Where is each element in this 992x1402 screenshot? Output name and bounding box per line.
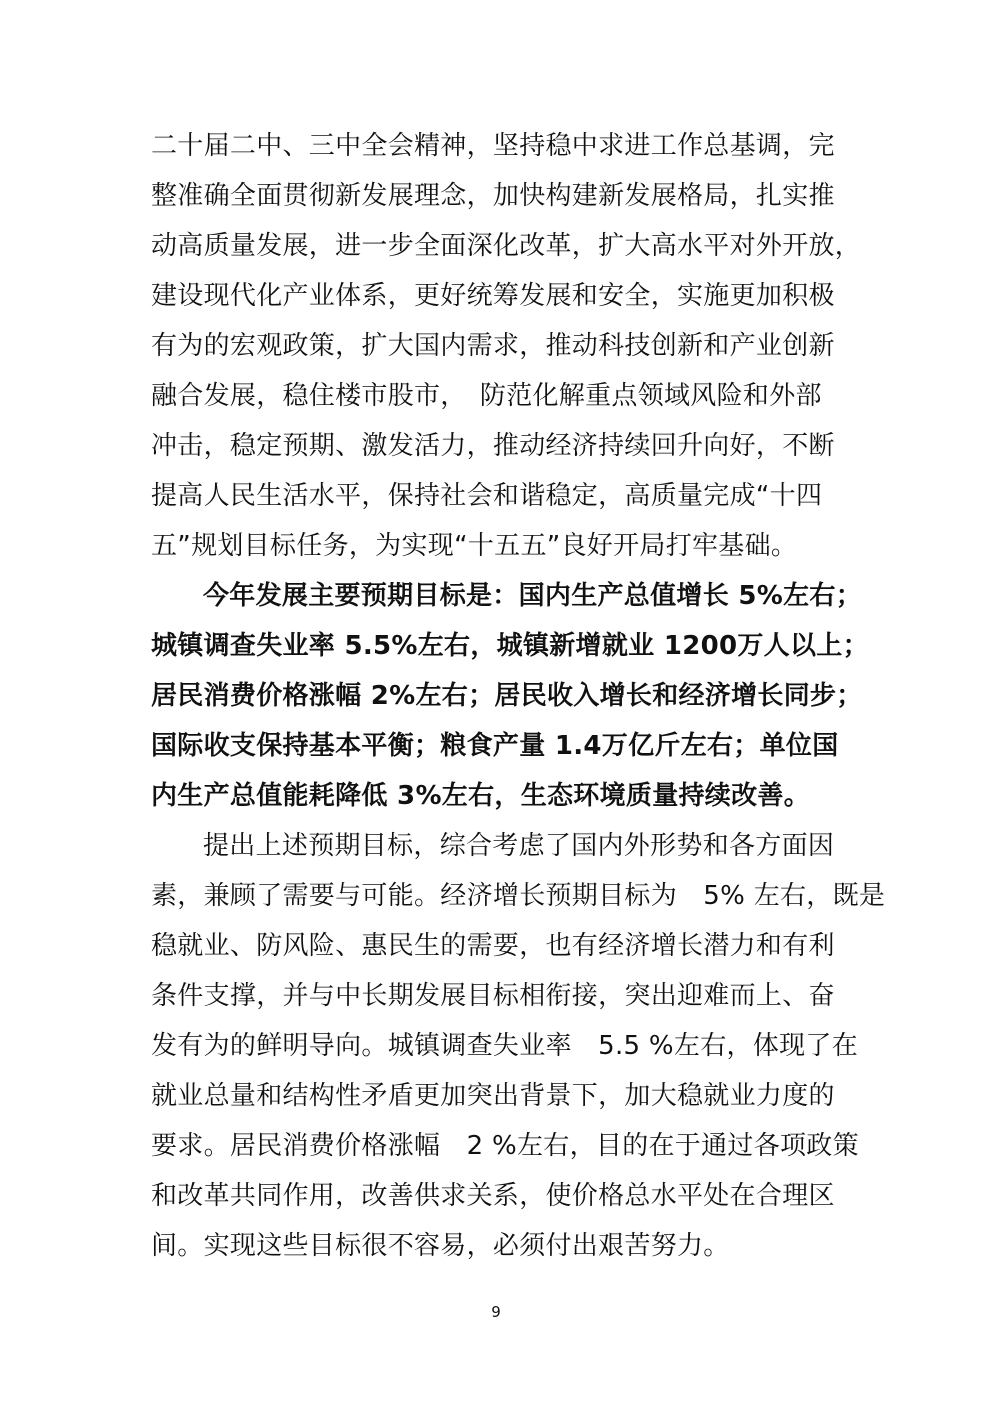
text-line: 五”规划目标任务，为实现“十五五”良好开局打牢基础。 <box>151 531 798 561</box>
text-line-bold: 今年发展主要预期目标是：国内生产总值增长 5%左右； <box>203 581 862 611</box>
text-line: 条件支撑，并与中长期发展目标相衔接，突出迎难而上、奋 <box>151 981 835 1011</box>
text-line: 整准确全面贯彻新发展理念，加快构建新发展格局，扎实推 <box>151 181 835 211</box>
text-line: 稳就业、防风险、惠民生的需要，也有经济增长潜力和有利 <box>151 931 835 961</box>
text-line: 动高质量发展，进一步全面深化改革，扩大高水平对外开放， <box>151 231 862 261</box>
text-line: 要求。居民消费价格涨幅 2 %左右，目的在于通过各项政策 <box>151 1131 859 1161</box>
text-line-bold: 城镇调查失业率 5.5%左右，城镇新增就业 1200万人以上； <box>151 631 869 661</box>
text-line-bold: 内生产总值能耗降低 3%左右，生态环境质量持续改善。 <box>151 781 810 811</box>
text-line: 和改革共同作用，改善供求关系，使价格总水平处在合理区 <box>151 1181 835 1211</box>
text-line: 建设现代化产业体系，更好统筹发展和安全，实施更加积极 <box>151 281 835 311</box>
text-line: 提高人民生活水平，保持社会和谐稳定，高质量完成“十四 <box>151 481 823 511</box>
text-line: 二十届二中、三中全会精神，坚持稳中求进工作总基调，完 <box>151 131 835 161</box>
text-line: 素，兼顾了需要与可能。经济增长预期目标为 5% 左右，既是 <box>151 881 886 911</box>
text-line: 提出上述预期目标，综合考虑了国内外形势和各方面因 <box>203 831 835 861</box>
text-line: 间。实现这些目标很不容易，必须付出艰苦努力。 <box>151 1231 730 1261</box>
text-line-bold: 国际收支保持基本平衡；粮食产量 1.4万亿斤左右；单位国 <box>151 731 839 761</box>
text-line: 发有为的鲜明导向。城镇调查失业率 5.5 %左右，体现了在 <box>151 1031 859 1061</box>
text-line-bold: 居民消费价格涨幅 2%左右；居民收入增长和经济增长同步； <box>151 681 863 711</box>
page-number: 9 <box>491 1303 501 1321</box>
text-line: 就业总量和结构性矛盾更加突出背景下，加大稳就业力度的 <box>151 1081 835 1111</box>
text-line: 融合发展，稳住楼市股市， 防范化解重点领域风险和外部 <box>151 381 822 411</box>
text-line: 有为的宏观政策，扩大国内需求，推动科技创新和产业创新 <box>151 331 835 361</box>
text-line: 冲击，稳定预期、激发活力，推动经济持续回升向好，不断 <box>151 431 835 461</box>
